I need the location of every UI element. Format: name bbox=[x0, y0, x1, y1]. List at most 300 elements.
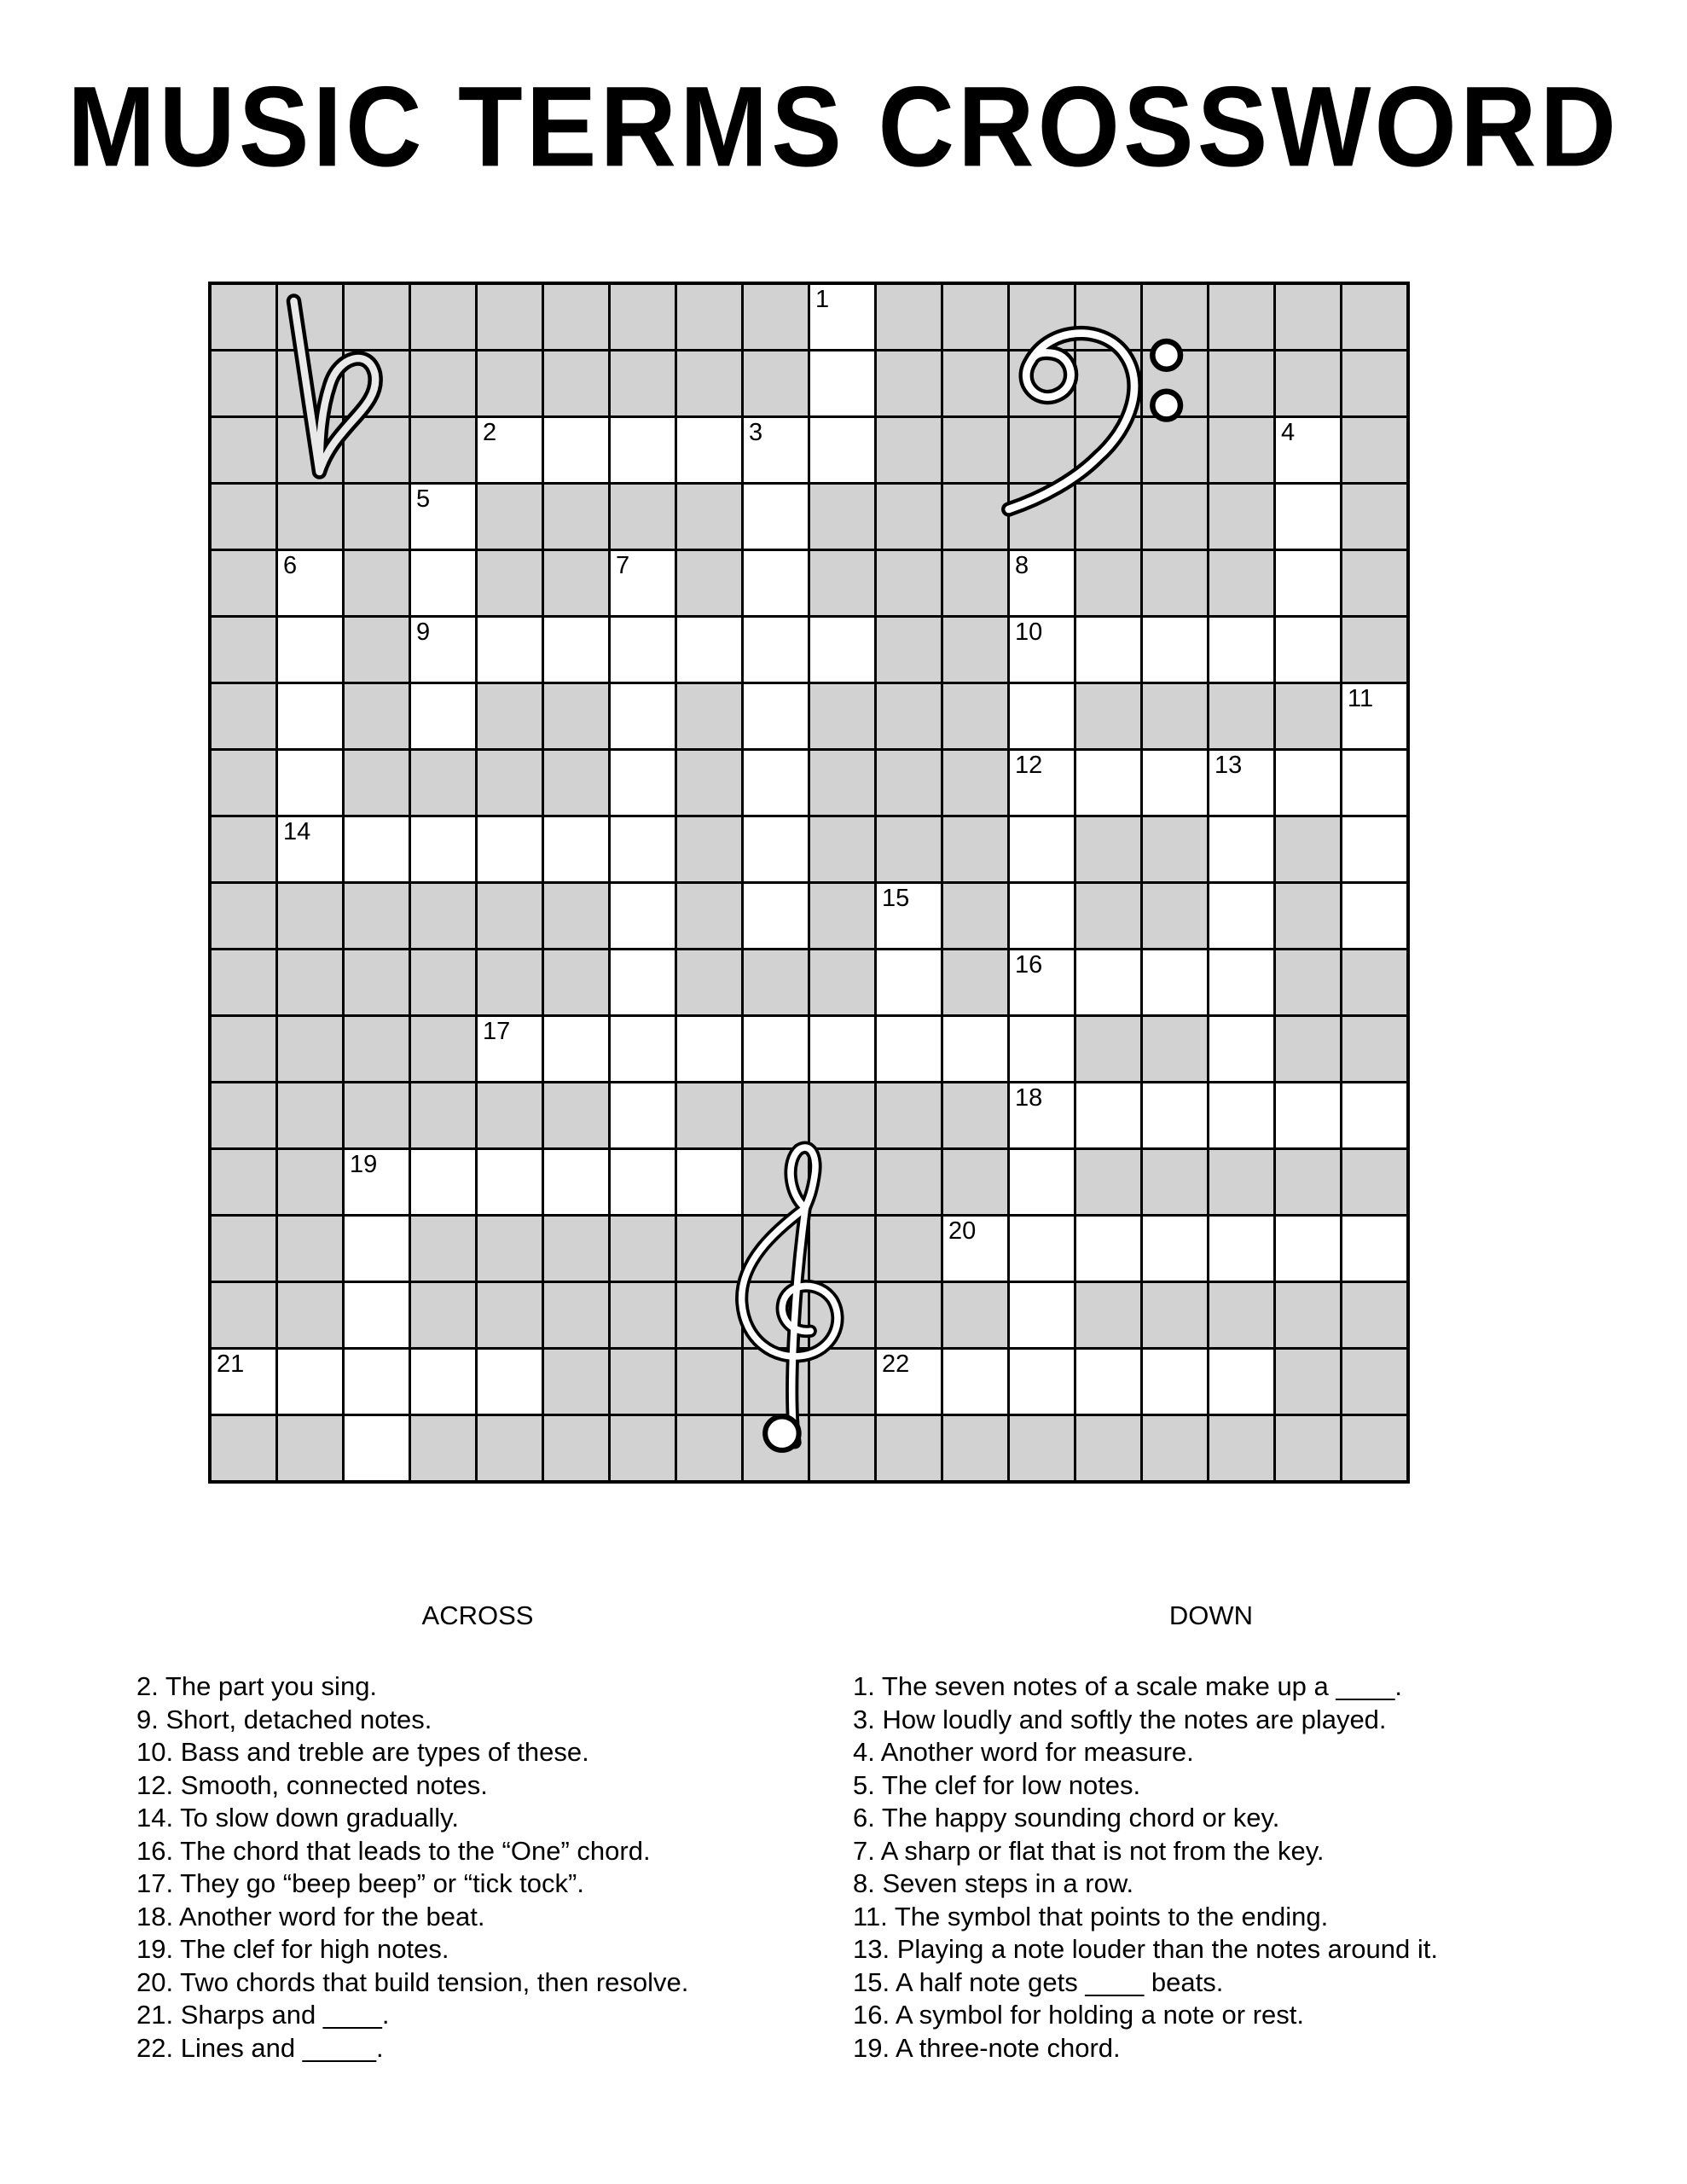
open-cell[interactable] bbox=[1076, 618, 1140, 682]
blocked-cell bbox=[611, 285, 675, 349]
down-section bbox=[853, 1600, 1569, 2065]
blocked-cell bbox=[345, 351, 409, 415]
blocked-cell bbox=[345, 285, 409, 349]
across-clue: 12. Smooth, connected notes. bbox=[136, 1769, 488, 1800]
blocked-cell bbox=[411, 884, 475, 948]
blocked-cell bbox=[278, 950, 342, 1014]
clue-number: 16 bbox=[1015, 951, 1043, 979]
blocked-cell bbox=[1076, 485, 1140, 549]
clue-number: 2 bbox=[483, 419, 497, 446]
open-cell[interactable] bbox=[611, 1150, 675, 1214]
blocked-cell bbox=[943, 1283, 1007, 1347]
open-cell[interactable] bbox=[810, 418, 874, 482]
open-cell[interactable] bbox=[1010, 950, 1074, 1014]
blocked-cell bbox=[478, 751, 542, 815]
open-cell[interactable] bbox=[1010, 684, 1074, 748]
clue-number: 21 bbox=[217, 1350, 245, 1378]
blocked-cell bbox=[611, 1350, 675, 1414]
blocked-cell bbox=[1076, 1150, 1140, 1214]
blocked-cell bbox=[877, 485, 941, 549]
blocked-cell bbox=[744, 1217, 808, 1281]
open-cell[interactable] bbox=[677, 418, 741, 482]
blocked-cell bbox=[943, 817, 1007, 881]
blocked-cell bbox=[943, 618, 1007, 682]
blocked-cell bbox=[1076, 684, 1140, 748]
blocked-cell bbox=[1276, 351, 1340, 415]
down-clue: 15. A half note gets ____ beats. bbox=[853, 1966, 1224, 1997]
open-cell[interactable] bbox=[1010, 618, 1074, 682]
blocked-cell bbox=[943, 684, 1007, 748]
open-cell[interactable] bbox=[1209, 1083, 1273, 1147]
open-cell[interactable] bbox=[1010, 1350, 1074, 1414]
open-cell[interactable] bbox=[1209, 884, 1273, 948]
clue-number: 6 bbox=[283, 552, 298, 579]
blocked-cell bbox=[877, 618, 941, 682]
blocked-cell bbox=[278, 485, 342, 549]
blocked-cell bbox=[544, 950, 608, 1014]
blocked-cell bbox=[544, 884, 608, 948]
open-cell[interactable] bbox=[744, 817, 808, 881]
open-cell[interactable] bbox=[744, 884, 808, 948]
blocked-cell bbox=[278, 1416, 342, 1480]
blocked-cell bbox=[212, 1283, 275, 1347]
blocked-cell bbox=[411, 1217, 475, 1281]
blocked-cell bbox=[943, 1416, 1007, 1480]
open-cell[interactable] bbox=[478, 1150, 542, 1214]
open-cell[interactable] bbox=[278, 551, 342, 615]
down-clue: 7. A sharp or flat that is not from the key. bbox=[853, 1835, 1325, 1866]
open-cell[interactable] bbox=[1342, 1217, 1406, 1281]
blocked-cell bbox=[943, 751, 1007, 815]
across-clue: 22. Lines and _____. bbox=[136, 2032, 384, 2063]
open-cell[interactable] bbox=[411, 485, 475, 549]
blocked-cell bbox=[1076, 1017, 1140, 1081]
blocked-cell bbox=[1276, 285, 1340, 349]
blocked-cell bbox=[278, 285, 342, 349]
blocked-cell bbox=[611, 1416, 675, 1480]
open-cell[interactable] bbox=[345, 817, 409, 881]
blocked-cell bbox=[345, 950, 409, 1014]
open-cell[interactable] bbox=[1342, 1083, 1406, 1147]
blocked-cell bbox=[677, 1416, 741, 1480]
across-clue-list bbox=[136, 1670, 819, 2065]
open-cell[interactable] bbox=[1010, 884, 1074, 948]
open-cell[interactable] bbox=[1143, 1350, 1207, 1414]
blocked-cell bbox=[611, 485, 675, 549]
blocked-cell bbox=[877, 1217, 941, 1281]
blocked-cell bbox=[810, 1150, 874, 1214]
blocked-cell bbox=[677, 950, 741, 1014]
open-cell[interactable] bbox=[1209, 817, 1273, 881]
open-cell[interactable] bbox=[544, 817, 608, 881]
blocked-cell bbox=[1276, 884, 1340, 948]
blocked-cell bbox=[943, 1083, 1007, 1147]
open-cell[interactable] bbox=[1076, 1083, 1140, 1147]
open-cell[interactable] bbox=[810, 285, 874, 349]
blocked-cell bbox=[1342, 1283, 1406, 1347]
blocked-cell bbox=[943, 418, 1007, 482]
down-clue: 16. A symbol for holding a note or rest. bbox=[853, 2000, 1305, 2030]
blocked-cell bbox=[212, 551, 275, 615]
blocked-cell bbox=[1342, 351, 1406, 415]
open-cell[interactable] bbox=[1209, 1217, 1273, 1281]
open-cell[interactable] bbox=[611, 751, 675, 815]
open-cell[interactable] bbox=[1143, 1083, 1207, 1147]
open-cell[interactable] bbox=[611, 618, 675, 682]
blocked-cell bbox=[212, 684, 275, 748]
blocked-cell bbox=[544, 1083, 608, 1147]
blocked-cell bbox=[943, 950, 1007, 1014]
blocked-cell bbox=[943, 351, 1007, 415]
open-cell[interactable] bbox=[411, 1150, 475, 1214]
blocked-cell bbox=[877, 551, 941, 615]
blocked-cell bbox=[1209, 551, 1273, 615]
blocked-cell bbox=[411, 1283, 475, 1347]
open-cell[interactable] bbox=[744, 751, 808, 815]
open-cell[interactable] bbox=[611, 551, 675, 615]
open-cell[interactable] bbox=[1209, 618, 1273, 682]
open-cell[interactable] bbox=[1209, 950, 1273, 1014]
across-header: ACROSS bbox=[421, 1600, 534, 1630]
blocked-cell bbox=[411, 285, 475, 349]
blocked-cell bbox=[1342, 418, 1406, 482]
blocked-cell bbox=[1342, 1350, 1406, 1414]
blocked-cell bbox=[345, 418, 409, 482]
open-cell[interactable] bbox=[345, 1283, 409, 1347]
blocked-cell bbox=[278, 1017, 342, 1081]
blocked-cell bbox=[943, 1150, 1007, 1214]
across-clue: 17. They go “beep beep” or “tick tock”. bbox=[136, 1868, 584, 1898]
open-cell[interactable] bbox=[544, 1017, 608, 1081]
open-cell[interactable] bbox=[943, 1217, 1007, 1281]
blocked-cell bbox=[345, 1017, 409, 1081]
open-cell[interactable] bbox=[1010, 1150, 1074, 1214]
blocked-cell bbox=[478, 551, 542, 615]
open-cell[interactable] bbox=[1276, 751, 1340, 815]
clue-number: 17 bbox=[483, 1018, 511, 1045]
open-cell[interactable] bbox=[611, 884, 675, 948]
down-clue: 6. The happy sounding chord or key. bbox=[853, 1803, 1280, 1833]
open-cell[interactable] bbox=[677, 618, 741, 682]
blocked-cell bbox=[877, 351, 941, 415]
blocked-cell bbox=[1276, 1416, 1340, 1480]
blocked-cell bbox=[411, 351, 475, 415]
blocked-cell bbox=[810, 817, 874, 881]
open-cell[interactable] bbox=[411, 618, 475, 682]
across-clue: 20. Two chords that build tension, then resolve. bbox=[136, 1966, 689, 1997]
clue-number: 18 bbox=[1015, 1084, 1043, 1112]
blocked-cell bbox=[677, 1217, 741, 1281]
blocked-cell bbox=[677, 817, 741, 881]
clue-number: 22 bbox=[882, 1350, 910, 1378]
blocked-cell bbox=[1209, 684, 1273, 748]
blocked-cell bbox=[943, 485, 1007, 549]
across-clue: 16. The chord that leads to the “One” chord. bbox=[136, 1835, 651, 1866]
open-cell[interactable] bbox=[877, 950, 941, 1014]
blocked-cell bbox=[345, 751, 409, 815]
blocked-cell bbox=[278, 1217, 342, 1281]
open-cell[interactable] bbox=[1342, 884, 1406, 948]
blocked-cell bbox=[1076, 1283, 1140, 1347]
open-cell[interactable] bbox=[611, 684, 675, 748]
blocked-cell bbox=[1010, 418, 1074, 482]
open-cell[interactable] bbox=[544, 418, 608, 482]
clue-number: 1 bbox=[815, 286, 830, 313]
blocked-cell bbox=[345, 1083, 409, 1147]
open-cell[interactable] bbox=[345, 1416, 409, 1480]
open-cell[interactable] bbox=[1076, 1217, 1140, 1281]
open-cell[interactable] bbox=[611, 1083, 675, 1147]
blocked-cell bbox=[677, 351, 741, 415]
blocked-cell bbox=[1143, 418, 1207, 482]
open-cell[interactable] bbox=[611, 950, 675, 1014]
blocked-cell bbox=[1342, 950, 1406, 1014]
open-cell[interactable] bbox=[478, 618, 542, 682]
blocked-cell bbox=[1209, 1416, 1273, 1480]
blocked-cell bbox=[1143, 1283, 1207, 1347]
blocked-cell bbox=[677, 285, 741, 349]
open-cell[interactable] bbox=[744, 684, 808, 748]
open-cell[interactable] bbox=[1143, 618, 1207, 682]
blocked-cell bbox=[744, 285, 808, 349]
blocked-cell bbox=[1342, 1416, 1406, 1480]
blocked-cell bbox=[1076, 551, 1140, 615]
blocked-cell bbox=[1276, 1150, 1340, 1214]
open-cell[interactable] bbox=[611, 1017, 675, 1081]
clue-number: 20 bbox=[948, 1217, 977, 1245]
blocked-cell bbox=[877, 1283, 941, 1347]
blocked-cell bbox=[677, 551, 741, 615]
open-cell[interactable] bbox=[1076, 950, 1140, 1014]
blocked-cell bbox=[1143, 817, 1207, 881]
blocked-cell bbox=[611, 1283, 675, 1347]
down-clue: 1. The seven notes of a scale make up a ____. bbox=[853, 1671, 1402, 1701]
open-cell[interactable] bbox=[1276, 418, 1340, 482]
open-cell[interactable] bbox=[1010, 1283, 1074, 1347]
open-cell[interactable] bbox=[1076, 751, 1140, 815]
blocked-cell bbox=[278, 1083, 342, 1147]
across-clue: 2. The part you sing. bbox=[136, 1671, 378, 1701]
blocked-cell bbox=[212, 950, 275, 1014]
clue-number: 14 bbox=[283, 818, 311, 845]
open-cell[interactable] bbox=[411, 684, 475, 748]
open-cell[interactable] bbox=[1276, 1217, 1340, 1281]
open-cell[interactable] bbox=[1209, 1017, 1273, 1081]
blocked-cell bbox=[411, 1017, 475, 1081]
blocked-cell bbox=[1143, 285, 1207, 349]
blocked-cell bbox=[1342, 1017, 1406, 1081]
open-cell[interactable] bbox=[1276, 1083, 1340, 1147]
blocked-cell bbox=[1076, 285, 1140, 349]
open-cell[interactable] bbox=[810, 351, 874, 415]
blocked-cell bbox=[544, 1350, 608, 1414]
blocked-cell bbox=[212, 1416, 275, 1480]
open-cell[interactable] bbox=[810, 618, 874, 682]
open-cell[interactable] bbox=[411, 817, 475, 881]
blocked-cell bbox=[1276, 1350, 1340, 1414]
blocked-cell bbox=[810, 684, 874, 748]
blocked-cell bbox=[212, 1150, 275, 1214]
open-cell[interactable] bbox=[1276, 485, 1340, 549]
open-cell[interactable] bbox=[1010, 551, 1074, 615]
blocked-cell bbox=[1276, 1017, 1340, 1081]
blocked-cell bbox=[1342, 1150, 1406, 1214]
blocked-cell bbox=[1076, 1416, 1140, 1480]
open-cell[interactable] bbox=[677, 1150, 741, 1214]
open-cell[interactable] bbox=[611, 817, 675, 881]
open-cell[interactable] bbox=[278, 817, 342, 881]
open-cell[interactable] bbox=[677, 1017, 741, 1081]
clue-number: 7 bbox=[616, 552, 630, 579]
blocked-cell bbox=[478, 285, 542, 349]
blocked-cell bbox=[212, 884, 275, 948]
blocked-cell bbox=[877, 684, 941, 748]
open-cell[interactable] bbox=[1143, 1217, 1207, 1281]
open-cell[interactable] bbox=[278, 751, 342, 815]
blocked-cell bbox=[411, 418, 475, 482]
open-cell[interactable] bbox=[1143, 751, 1207, 815]
open-cell[interactable] bbox=[345, 1217, 409, 1281]
blocked-cell bbox=[810, 950, 874, 1014]
clue-number: 12 bbox=[1015, 752, 1043, 779]
open-cell[interactable] bbox=[1342, 684, 1406, 748]
open-cell[interactable] bbox=[478, 1350, 542, 1414]
blocked-cell bbox=[278, 1283, 342, 1347]
blocked-cell bbox=[212, 1217, 275, 1281]
open-cell[interactable] bbox=[411, 551, 475, 615]
across-clue: 10. Bass and treble are types of these. bbox=[136, 1737, 589, 1767]
blocked-cell bbox=[411, 950, 475, 1014]
blocked-cell bbox=[677, 684, 741, 748]
blocked-cell bbox=[877, 1150, 941, 1214]
clue-number: 5 bbox=[416, 485, 431, 513]
blocked-cell bbox=[810, 1083, 874, 1147]
open-cell[interactable] bbox=[278, 618, 342, 682]
blocked-cell bbox=[677, 1083, 741, 1147]
across-clue: 18. Another word for the beat. bbox=[136, 1901, 485, 1931]
down-clue: 3. How loudly and softly the notes are played. bbox=[853, 1704, 1387, 1734]
open-cell[interactable] bbox=[943, 1350, 1007, 1414]
open-cell[interactable] bbox=[943, 1017, 1007, 1081]
open-cell[interactable] bbox=[278, 684, 342, 748]
open-cell[interactable] bbox=[744, 618, 808, 682]
open-cell[interactable] bbox=[1076, 1350, 1140, 1414]
blocked-cell bbox=[478, 884, 542, 948]
blocked-cell bbox=[810, 751, 874, 815]
open-cell[interactable] bbox=[478, 1017, 542, 1081]
blocked-cell bbox=[677, 884, 741, 948]
open-cell[interactable] bbox=[411, 1350, 475, 1414]
blocked-cell bbox=[1076, 817, 1140, 881]
open-cell[interactable] bbox=[1276, 551, 1340, 615]
blocked-cell bbox=[544, 684, 608, 748]
blocked-cell bbox=[478, 1416, 542, 1480]
blocked-cell bbox=[810, 1416, 874, 1480]
blocked-cell bbox=[611, 351, 675, 415]
open-cell[interactable] bbox=[544, 1150, 608, 1214]
blocked-cell bbox=[810, 1350, 874, 1414]
open-cell[interactable] bbox=[877, 884, 941, 948]
open-cell[interactable] bbox=[278, 1350, 342, 1414]
blocked-cell bbox=[744, 1150, 808, 1214]
blocked-cell bbox=[278, 351, 342, 415]
clue-number: 13 bbox=[1215, 752, 1243, 779]
open-cell[interactable] bbox=[1010, 1083, 1074, 1147]
down-clue: 4. Another word for measure. bbox=[853, 1737, 1194, 1767]
down-clue: 8. Seven steps in a row. bbox=[853, 1868, 1134, 1898]
open-cell[interactable] bbox=[1143, 950, 1207, 1014]
blocked-cell bbox=[1342, 285, 1406, 349]
open-cell[interactable] bbox=[1010, 1217, 1074, 1281]
open-cell[interactable] bbox=[1342, 817, 1406, 881]
blocked-cell bbox=[544, 751, 608, 815]
blocked-cell bbox=[1209, 1150, 1273, 1214]
blocked-cell bbox=[1010, 351, 1074, 415]
blocked-cell bbox=[544, 285, 608, 349]
blocked-cell bbox=[544, 1283, 608, 1347]
open-cell[interactable] bbox=[1209, 1350, 1273, 1414]
blocked-cell bbox=[345, 684, 409, 748]
open-cell[interactable] bbox=[1010, 751, 1074, 815]
blocked-cell bbox=[1010, 1416, 1074, 1480]
open-cell[interactable] bbox=[744, 1017, 808, 1081]
blocked-cell bbox=[212, 1017, 275, 1081]
open-cell[interactable] bbox=[345, 1350, 409, 1414]
across-clue: 14. To slow down gradually. bbox=[136, 1803, 459, 1833]
open-cell[interactable] bbox=[877, 1350, 941, 1414]
open-cell[interactable] bbox=[744, 418, 808, 482]
clue-number: 8 bbox=[1015, 552, 1029, 579]
open-cell[interactable] bbox=[1342, 751, 1406, 815]
open-cell[interactable] bbox=[345, 1150, 409, 1214]
blocked-cell bbox=[810, 884, 874, 948]
open-cell[interactable] bbox=[1010, 1017, 1074, 1081]
open-cell[interactable] bbox=[877, 1017, 941, 1081]
blocked-cell bbox=[478, 485, 542, 549]
open-cell[interactable] bbox=[478, 817, 542, 881]
blocked-cell bbox=[544, 1217, 608, 1281]
blocked-cell bbox=[1276, 950, 1340, 1014]
blocked-cell bbox=[1076, 351, 1140, 415]
blocked-cell bbox=[1276, 1283, 1340, 1347]
open-cell[interactable] bbox=[1010, 817, 1074, 881]
blocked-cell bbox=[544, 351, 608, 415]
blocked-cell bbox=[1209, 1283, 1273, 1347]
open-cell[interactable] bbox=[810, 1017, 874, 1081]
blocked-cell bbox=[345, 485, 409, 549]
blocked-cell bbox=[744, 1083, 808, 1147]
blocked-cell bbox=[744, 351, 808, 415]
open-cell[interactable] bbox=[544, 618, 608, 682]
blocked-cell bbox=[677, 1283, 741, 1347]
blocked-cell bbox=[1342, 485, 1406, 549]
across-section bbox=[136, 1600, 819, 2065]
crossword-grid bbox=[208, 282, 1410, 1484]
down-clue: 13. Playing a note louder than the notes around it. bbox=[853, 1934, 1438, 1964]
open-cell[interactable] bbox=[744, 551, 808, 615]
open-cell[interactable] bbox=[212, 1350, 275, 1414]
blocked-cell bbox=[212, 618, 275, 682]
open-cell[interactable] bbox=[1209, 751, 1273, 815]
open-cell[interactable] bbox=[744, 485, 808, 549]
blocked-cell bbox=[345, 551, 409, 615]
blocked-cell bbox=[943, 551, 1007, 615]
open-cell[interactable] bbox=[611, 418, 675, 482]
open-cell[interactable] bbox=[1276, 618, 1340, 682]
blocked-cell bbox=[212, 485, 275, 549]
open-cell[interactable] bbox=[478, 418, 542, 482]
blocked-cell bbox=[278, 418, 342, 482]
